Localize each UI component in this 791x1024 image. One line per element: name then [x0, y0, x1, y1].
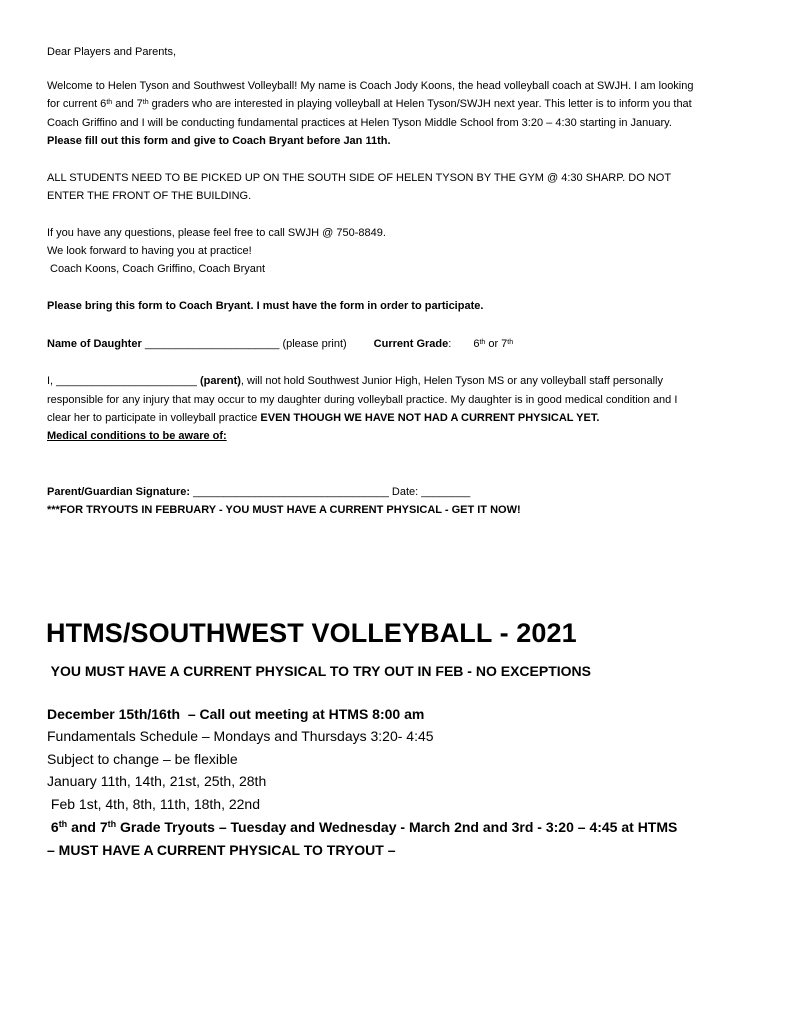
letter-deadline: Please fill out this form and give to Coach Bryant before Jan 11th.: [47, 135, 391, 147]
superscript: th: [507, 339, 514, 346]
physical-notice: YOU MUST HAVE A CURRENT PHYSICAL TO TRY OUT IN FEB - NO EXCEPTIONS: [47, 663, 591, 679]
superscript: th: [106, 99, 113, 106]
waiver-line: responsible for any injury that may occur to my daughter during volleyball practice. My daughter is in good medical condition and I: [47, 394, 678, 406]
text-fragment: for current 6: [47, 98, 107, 110]
signature-row: [47, 486, 470, 499]
waiver-line: [47, 375, 663, 388]
text-fragment: and 7: [67, 819, 108, 835]
fundamentals-schedule: Fundamentals Schedule – Mondays and Thursdays 3:20- 4:45: [47, 728, 434, 744]
grade-colon: :: [448, 338, 452, 350]
superscript: th: [107, 819, 117, 829]
grade-label: Current Grade: [373, 338, 449, 350]
text-fragment: clear her to participate in volleyball practice: [47, 412, 261, 424]
waiver-line: [47, 412, 599, 425]
schedule-title: HTMS/SOUTHWEST VOLLEYBALL - 2021: [46, 618, 577, 648]
text-fragment: 6: [47, 819, 59, 835]
date-blank-field: ________: [421, 486, 471, 498]
physical-warning: EVEN THOUGH WE HAVE NOT HAD A CURRENT PHYSICAL YET.: [260, 412, 600, 424]
grade-option-7: or 7: [485, 338, 508, 350]
letter-paragraph-line: Coach Griffino and I will be conducting fundamental practices at Helen Tyson Middle School from 3:20 – 4:30 starting in January.: [47, 117, 672, 129]
superscript: th: [479, 339, 486, 346]
grade-option-6: 6: [473, 338, 480, 350]
january-dates: January 11th, 14th, 21st, 25th, 28th: [47, 773, 267, 789]
text-fragment: I,: [47, 375, 57, 387]
date-label: Date:: [388, 486, 422, 498]
print-hint: (please print): [279, 338, 347, 350]
parent-label: (parent): [196, 375, 241, 387]
text-fragment: graders who are interested in playing volleyball at Helen Tyson/SWJH next year. This letter is to inform you that: [148, 98, 692, 110]
letter-greeting: Dear Players and Parents,: [47, 46, 177, 58]
name-blank-field: ______________________: [144, 338, 280, 350]
daughter-name-row: [47, 338, 513, 351]
signature-blank-field: ________________________________: [193, 486, 389, 498]
pickup-notice-line: ALL STUDENTS NEED TO BE PICKED UP ON THE SOUTH SIDE OF HELEN TYSON BY THE GYM @ 4:30 SHARP. DO NOT: [47, 172, 672, 184]
letter-paragraph-line: Welcome to Helen Tyson and Southwest Volleyball! My name is Coach Jody Koons, the head volleyball coach at SWJH. I am looking: [47, 80, 694, 92]
must-have-physical: – MUST HAVE A CURRENT PHYSICAL TO TRYOUT –: [47, 842, 396, 858]
tryout-physical-notice: ***FOR TRYOUTS IN FEBRUARY - YOU MUST HAVE A CURRENT PHYSICAL - GET IT NOW!: [47, 504, 521, 516]
parent-name-blank-field: _______________________: [56, 375, 197, 387]
pickup-notice-line: ENTER THE FRONT OF THE BUILDING.: [47, 190, 252, 202]
callout-meeting: December 15th/16th – Call out meeting at HTMS 8:00 am: [47, 706, 425, 722]
look-forward-line: We look forward to having you at practice!: [47, 245, 252, 257]
text-fragment: , will not hold Southwest Junior High, Helen Tyson MS or any volleyball staff personally: [240, 375, 663, 387]
medical-conditions-label: Medical conditions to be aware of:: [47, 430, 227, 442]
superscript: th: [58, 819, 68, 829]
subject-to-change: Subject to change – be flexible: [47, 751, 238, 767]
coach-signoff: Coach Koons, Coach Griffino, Coach Bryant: [47, 263, 266, 275]
signature-label: Parent/Guardian Signature:: [47, 486, 194, 498]
name-label: Name of Daughter: [47, 338, 142, 350]
letter-paragraph-line: [47, 98, 692, 111]
text-fragment: and 7: [112, 98, 143, 110]
bring-form-notice: Please bring this form to Coach Bryant. I must have the form in order to participate.: [47, 300, 484, 312]
questions-line: If you have any questions, please feel free to call SWJH @ 750-8849.: [47, 227, 386, 239]
superscript: th: [142, 99, 149, 106]
text-fragment: Grade Tryouts – Tuesday and Wednesday - March 2nd and 3rd - 3:20 – 4:45 at HTMS: [116, 819, 678, 835]
february-dates: Feb 1st, 4th, 8th, 11th, 18th, 22nd: [47, 796, 261, 812]
tryouts-line: [47, 819, 677, 836]
